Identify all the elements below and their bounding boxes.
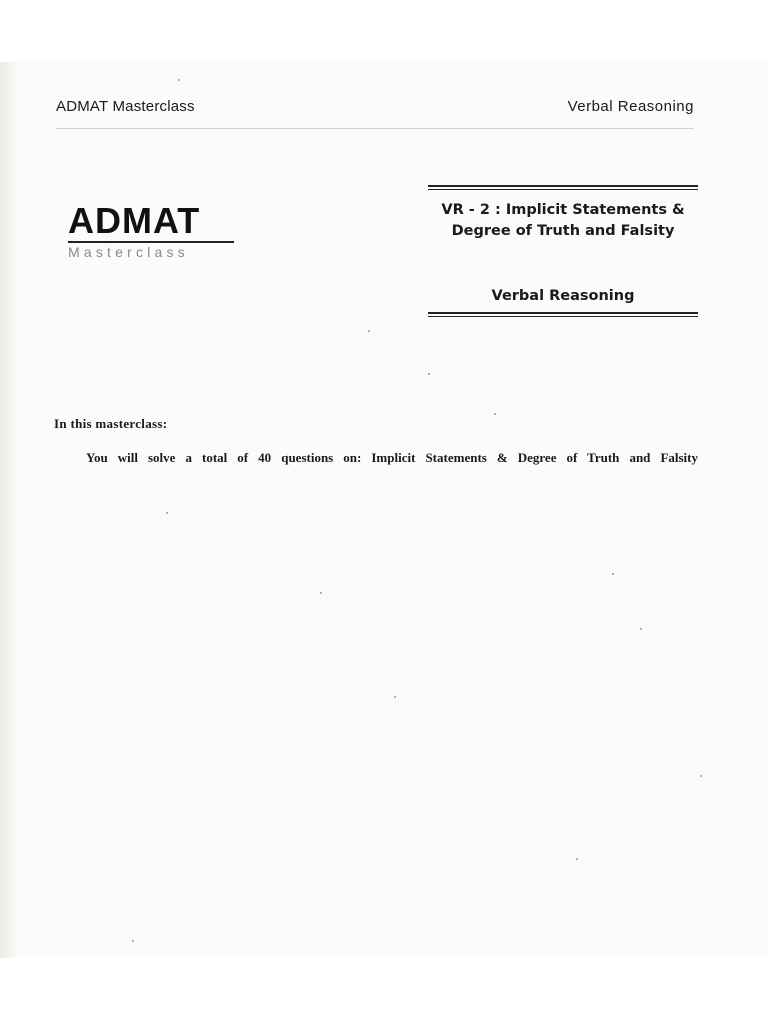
title-bottom-rule: [428, 312, 698, 317]
scan-speck: [178, 79, 180, 81]
module-title: [428, 200, 698, 242]
module-title-line-1: VR - 2 : Implicit Statements &: [441, 202, 685, 218]
scan-speck: [166, 512, 168, 514]
header-rule: [56, 128, 694, 129]
page-shadow: [0, 62, 18, 958]
logo-underline: [68, 241, 234, 243]
scan-speck: [320, 592, 322, 594]
scan-speck: [428, 373, 430, 375]
scan-speck: [640, 628, 642, 630]
module-subject: Verbal Reasoning: [491, 288, 635, 304]
header-section-name: Verbal Reasoning: [567, 98, 694, 115]
logo-tagline: Masterclass: [68, 244, 189, 260]
scan-speck: [394, 696, 396, 698]
scan-speck: [368, 330, 370, 332]
admat-logo: [68, 202, 238, 260]
intro-label: In this masterclass:: [54, 416, 168, 431]
intro-text: You will solve a total of 40 questions on: Implicit Statements & Degree of Truth and Falsity: [86, 450, 698, 465]
module-title-line-2: Degree of Truth and Falsity: [451, 223, 675, 239]
scan-speck: [494, 413, 496, 415]
title-top-rule: [428, 185, 698, 190]
logo-wordmark: ADMAT: [68, 200, 201, 241]
scan-speck: [700, 775, 702, 777]
scan-speck: [576, 858, 578, 860]
header-course-name: ADMAT Masterclass: [56, 98, 195, 115]
scan-speck: [612, 573, 614, 575]
running-header: [56, 98, 694, 120]
scan-speck: [132, 940, 134, 942]
module-title-block: [428, 185, 698, 317]
